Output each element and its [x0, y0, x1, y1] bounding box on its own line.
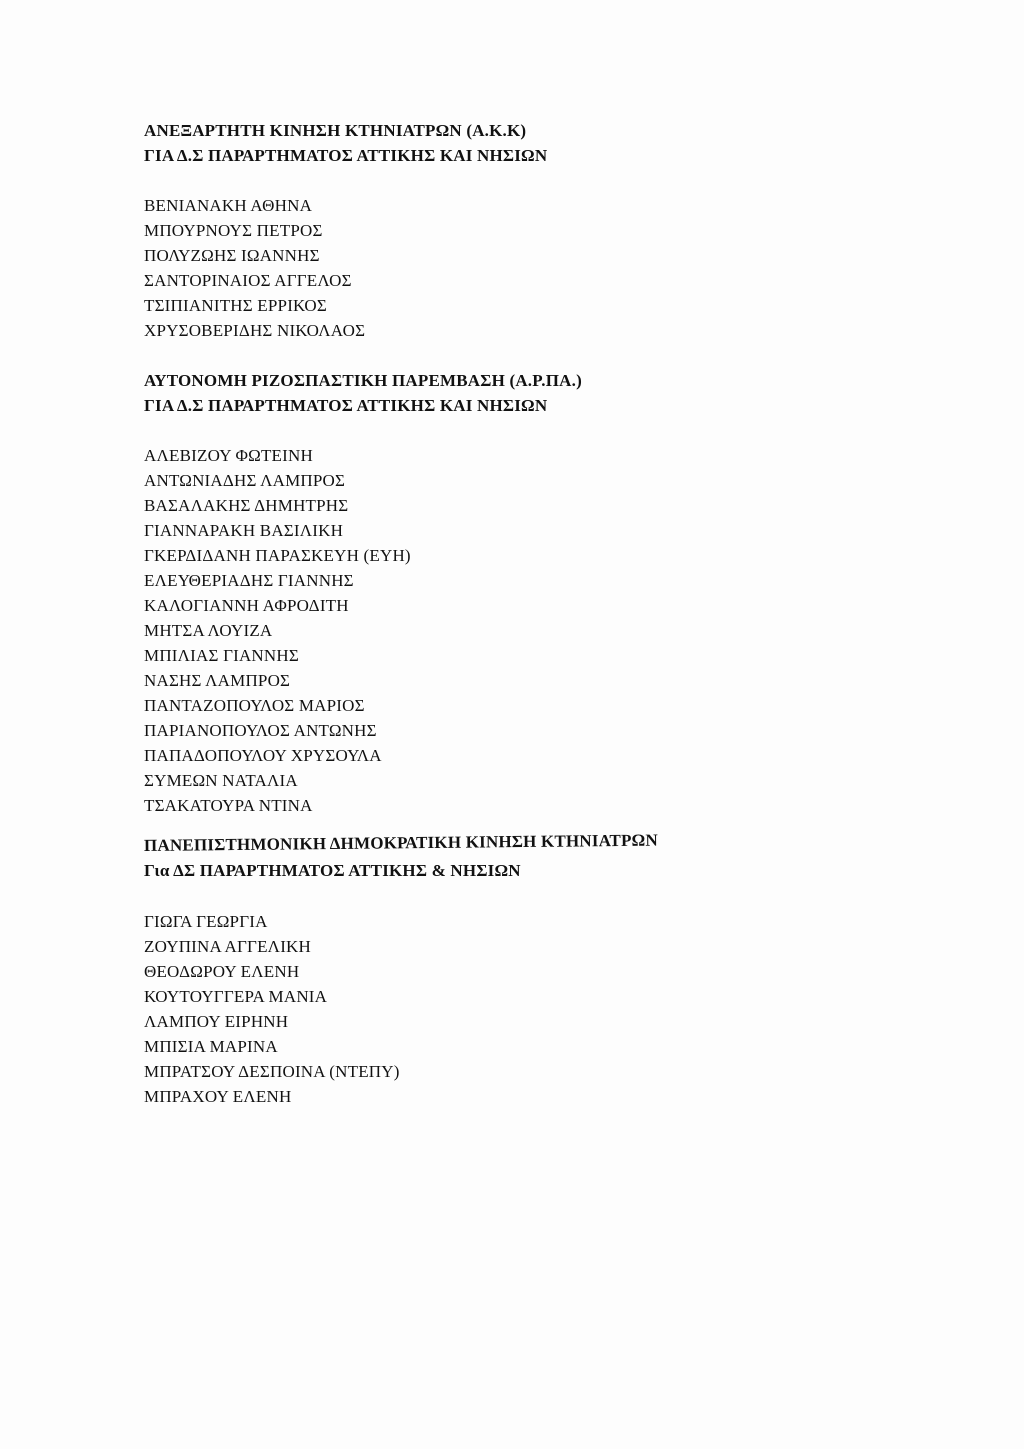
candidate-list-pdkk	[143, 830, 864, 1109]
candidate-names	[144, 193, 864, 343]
section-heading-line-1: ΠΑΝΕΠΙΣΤΗΜΟΝΙΚΗ ΔΗΜΟΚΡΑΤΙΚΗ ΚΙΝΗΣΗ ΚΤΗΝΙΑΤΡΩΝ	[143, 830, 659, 855]
candidate-name: ΚΟΥΤΟΥΓΓΕΡΑ ΜΑΝΙΑ	[144, 987, 328, 1006]
candidate-name: ΜΠΡΑΤΣΟΥ ΔΕΣΠΟΙΝΑ (ΝΤΕΠΥ)	[144, 1062, 400, 1081]
candidate-name: ΒΑΣΑΛΑΚΗΣ ΔΗΜΗΤΡΗΣ	[144, 496, 349, 515]
candidate-name: ΑΛΕΒΙΖΟΥ ΦΩΤΕΙΝΗ	[144, 446, 313, 465]
candidate-name: ΣΥΜΕΩΝ ΝΑΤΑΛΙΑ	[144, 771, 298, 790]
candidate-names	[144, 909, 864, 1109]
section-heading-line-2: ΓΙΑ Δ.Σ ΠΑΡΑΡΤΗΜΑΤΟΣ ΑΤΤΙΚΗΣ ΚΑΙ ΝΗΣΙΩΝ	[144, 146, 548, 165]
candidate-name: ΧΡΥΣΟΒΕΡΙΔΗΣ ΝΙΚΟΛΑΟΣ	[144, 321, 366, 340]
candidate-list-akk	[144, 118, 864, 343]
candidate-name: ΠΟΛΥΖΩΗΣ ΙΩΑΝΝΗΣ	[144, 246, 320, 265]
candidate-name: ΕΛΕΥΘΕΡΙΑΔΗΣ ΓΙΑΝΝΗΣ	[144, 571, 354, 590]
candidate-name: ΑΝΤΩΝΙΑΔΗΣ ΛΑΜΠΡΟΣ	[144, 471, 346, 490]
candidate-name: ΓΙΩΓΑ ΓΕΩΡΓΙΑ	[144, 912, 268, 931]
candidate-list-arpa	[144, 368, 864, 818]
candidate-name: ΛΑΜΠΟΥ ΕΙΡΗΝΗ	[144, 1012, 289, 1031]
candidate-name: ΓΚΕΡΔΙΔΑΝΗ ΠΑΡΑΣΚΕΥΗ (ΕΥΗ)	[144, 546, 411, 565]
section-heading-line-2: Για ΔΣ ΠΑΡΑΡΤΗΜΑΤΟΣ ΑΤΤΙΚΗΣ & ΝΗΣΙΩΝ	[144, 861, 521, 880]
candidate-name: ΠΑΠΑΔΟΠΟΥΛΟΥ ΧΡΥΣΟΥΛΑ	[144, 746, 382, 765]
section-heading-line-1: ΑΥΤΟΝΟΜΗ ΡΙΖΟΣΠΑΣΤΙΚΗ ΠΑΡΕΜΒΑΣΗ (Α.Ρ.ΠΑ.)	[144, 371, 582, 390]
candidate-name: ΠΑΝΤΑΖΟΠΟΥΛΟΣ ΜΑΡΙΟΣ	[144, 696, 365, 715]
candidate-name: ΤΣΙΠΙΑΝΙΤΗΣ ΕΡΡΙΚΟΣ	[144, 296, 327, 315]
candidate-name: ΜΠΙΛΙΑΣ ΓΙΑΝΝΗΣ	[144, 646, 299, 665]
candidate-name: ΣΑΝΤΟΡΙΝΑΙΟΣ ΑΓΓΕΛΟΣ	[144, 271, 352, 290]
candidate-name: ΜΠΟΥΡΝΟΥΣ ΠΕΤΡΟΣ	[144, 221, 323, 240]
candidate-name: ΓΙΑΝΝΑΡΑΚΗ ΒΑΣΙΛΙΚΗ	[144, 521, 344, 540]
candidate-name: ΜΠΙΣΙΑ ΜΑΡΙΝΑ	[144, 1037, 278, 1056]
candidate-name: ΤΣΑΚΑΤΟΥΡΑ ΝΤΙΝΑ	[144, 796, 313, 815]
candidate-names	[144, 443, 864, 818]
section-heading-line-2: ΓΙΑ Δ.Σ ΠΑΡΑΡΤΗΜΑΤΟΣ ΑΤΤΙΚΗΣ ΚΑΙ ΝΗΣΙΩΝ	[144, 396, 548, 415]
candidate-name: ΘΕΟΔΩΡΟΥ ΕΛΕΝΗ	[144, 962, 300, 981]
candidate-name: ΜΗΤΣΑ ΛΟΥΙΖΑ	[144, 621, 273, 640]
candidate-name: ΒΕΝΙΑΝΑΚΗ ΑΘΗΝΑ	[144, 196, 313, 215]
candidate-name: ΜΠΡΑΧΟΥ ΕΛΕΝΗ	[144, 1087, 292, 1106]
candidate-name: ΖΟΥΠΙΝΑ ΑΓΓΕΛΙΚΗ	[144, 937, 312, 956]
candidate-name: ΝΑΣΗΣ ΛΑΜΠΡΟΣ	[144, 671, 291, 690]
candidate-name: ΚΑΛΟΓΙΑΝΝΗ ΑΦΡΟΔΙΤΗ	[144, 596, 349, 615]
section-heading-line-1: ΑΝΕΞΑΡΤΗΤΗ ΚΙΝΗΣΗ ΚΤΗΝΙΑΤΡΩΝ (Α.Κ.Κ)	[144, 121, 527, 140]
candidate-name: ΠΑΡΙΑΝΟΠΟΥΛΟΣ ΑΝΤΩΝΗΣ	[144, 721, 377, 740]
